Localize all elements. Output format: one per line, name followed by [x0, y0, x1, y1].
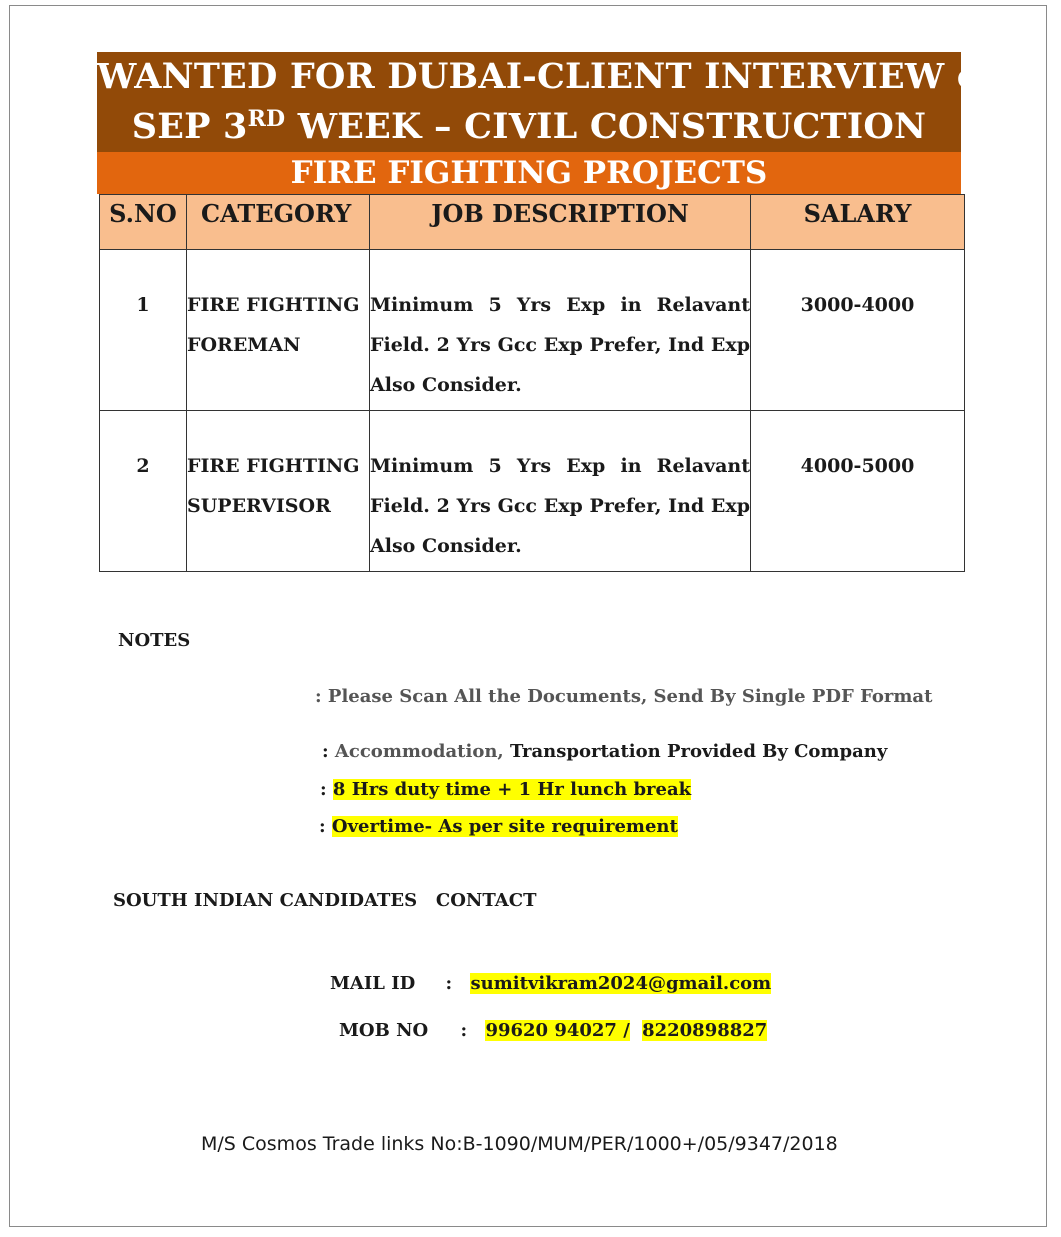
notes-title: NOTES	[118, 630, 191, 651]
mail-label: MAIL ID	[330, 973, 416, 994]
jobs-table	[99, 194, 965, 572]
row-category	[187, 411, 370, 572]
category-line-2: FOREMAN	[187, 334, 301, 356]
row-salary: 3000-4000	[751, 250, 965, 411]
title-line-2-suffix: WEEK – CIVIL CONSTRUCTION	[285, 106, 927, 147]
title-banner	[97, 52, 1006, 152]
mobile-number-1[interactable]: 99620 94027 /	[485, 1020, 630, 1041]
row-sno: 1	[100, 250, 187, 411]
header-category: CATEGORY	[187, 195, 370, 250]
row-category	[187, 250, 370, 411]
category-line-2: SUPERVISOR	[187, 495, 331, 517]
header-description: JOB DESCRIPTION	[370, 195, 751, 250]
mobile-number-2[interactable]: 8220898827	[642, 1020, 768, 1041]
note-prefix: :	[319, 816, 332, 837]
row-description: Minimum 5 Yrs Exp in Relavant Field. 2 Yrs Gcc Exp Prefer, Ind Exp Also Consider.	[370, 250, 751, 411]
note-text: Please Scan All the Documents, Send By Single PDF Format	[327, 686, 933, 707]
note-text-highlight: 8 Hrs duty time + 1 Hr lunch break	[332, 779, 692, 800]
subtitle-banner: FIRE FIGHTING PROJECTS	[97, 152, 961, 194]
header-salary: SALARY	[751, 195, 965, 250]
title-line-2	[97, 102, 961, 152]
note-text-highlight: Overtime- As per site requirement	[331, 816, 678, 837]
mail-separator: :	[445, 973, 453, 994]
table-header-row	[100, 195, 965, 250]
note-prefix: :	[315, 686, 328, 707]
mail-row	[330, 973, 771, 995]
mobile-row	[339, 1020, 767, 1042]
note-prefix: :	[320, 779, 333, 800]
mobile-label: MOB NO	[339, 1020, 429, 1041]
title-line-1: WANTED FOR DUBAI-CLIENT INTERVIEW on	[97, 56, 1006, 97]
title-line-2-sup: RD	[247, 106, 286, 132]
footer-license: M/S Cosmos Trade links No:B-1090/MUM/PER/1000+/05/9347/2018	[201, 1133, 838, 1155]
category-line-1: FIRE FIGHTING	[187, 294, 360, 316]
mail-address[interactable]: sumitvikram2024@gmail.com	[470, 973, 772, 994]
note-item-scan	[315, 686, 932, 708]
mobile-separator: :	[460, 1020, 468, 1041]
note-prefix: :	[322, 741, 335, 762]
row-salary: 4000-5000	[751, 411, 965, 572]
title-line-2-prefix: SEP 3	[131, 106, 248, 147]
category-line-1: FIRE FIGHTING	[187, 455, 360, 477]
note-item-accommodation	[322, 741, 887, 763]
note-text-grey: Accommodation,	[334, 741, 504, 762]
table-row	[100, 250, 965, 411]
table-row	[100, 411, 965, 572]
note-item-overtime	[319, 816, 678, 838]
header-sno: S.NO	[100, 195, 187, 250]
note-text: Transportation Provided By Company	[503, 741, 888, 762]
row-sno: 2	[100, 411, 187, 572]
note-item-duty-time	[320, 779, 691, 801]
contact-title: SOUTH INDIAN CANDIDATES CONTACT	[113, 890, 537, 911]
row-description: Minimum 5 Yrs Exp in Relavant Field. 2 Yrs Gcc Exp Prefer, Ind Exp Also Consider.	[370, 411, 751, 572]
